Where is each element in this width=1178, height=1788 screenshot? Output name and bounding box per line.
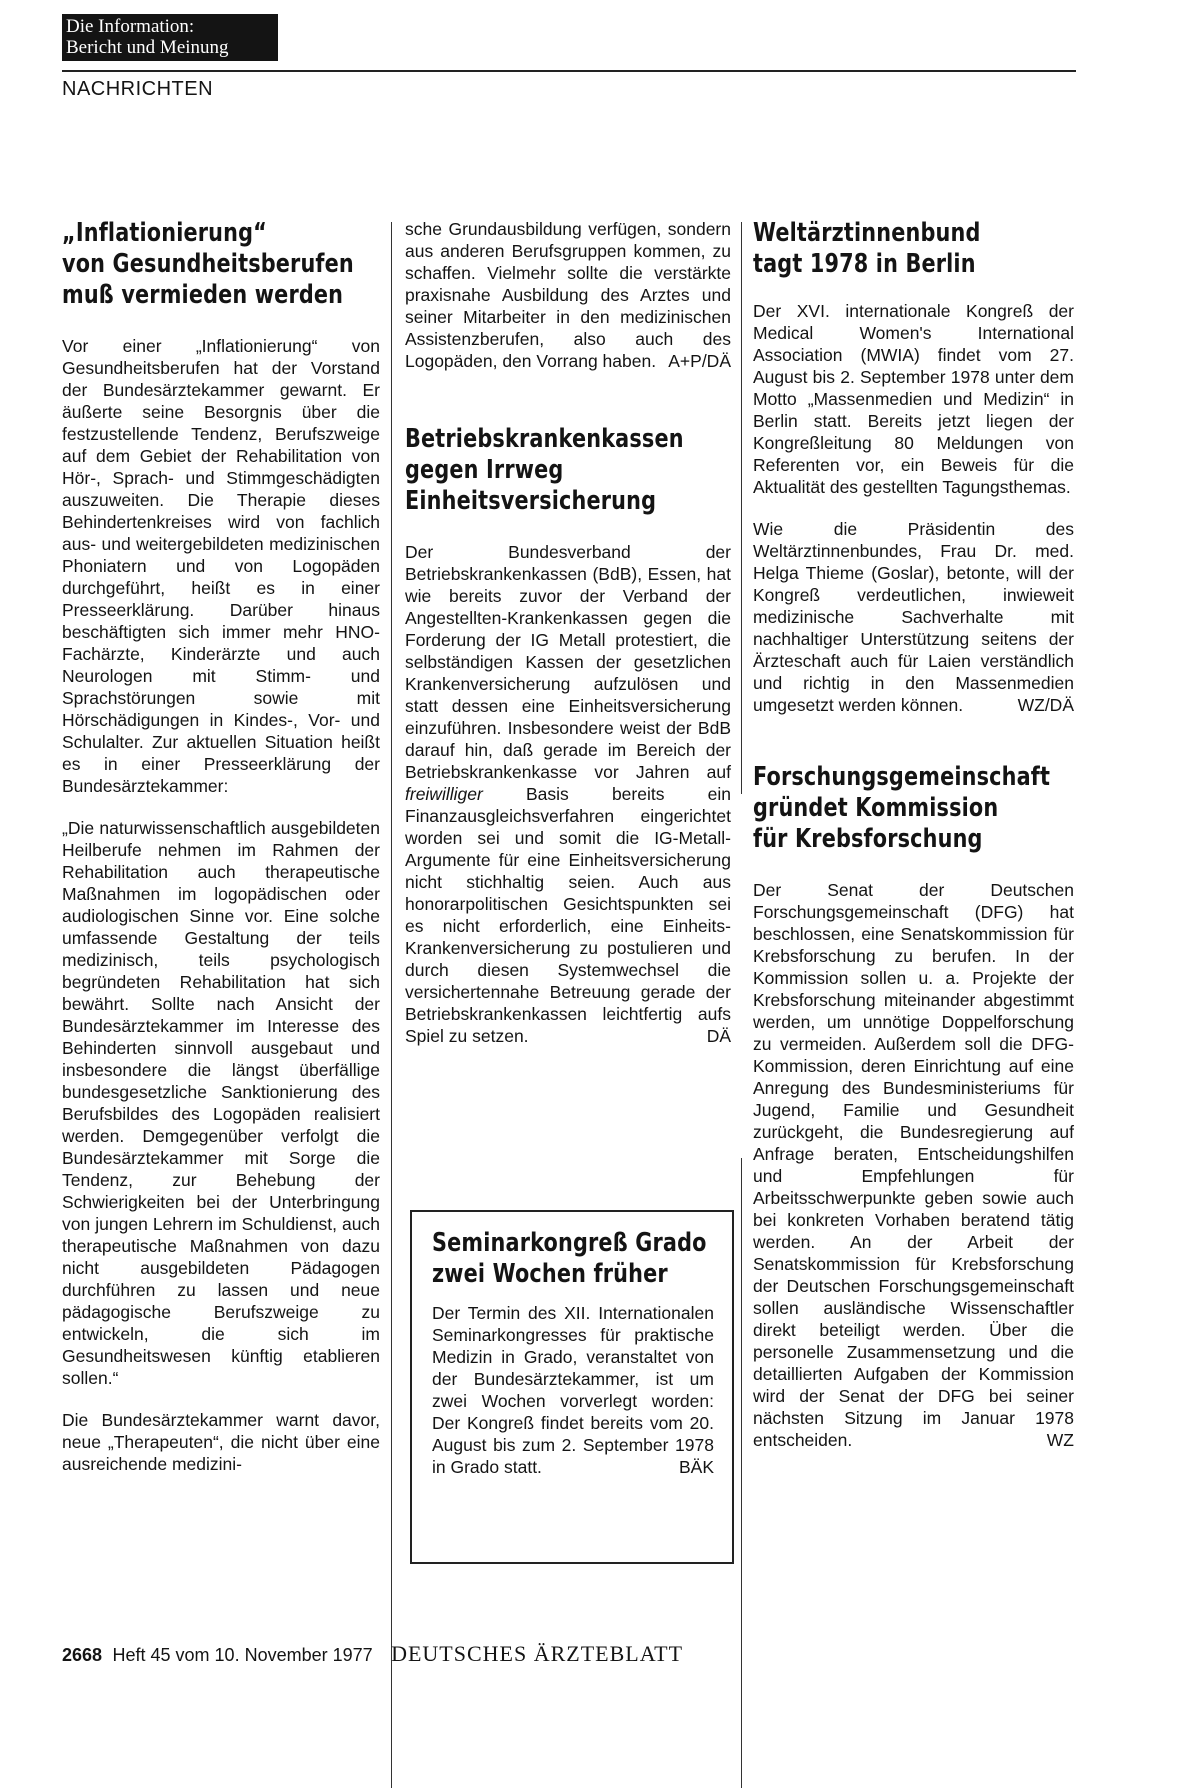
headline-line: gründet Kommission xyxy=(753,793,999,823)
header-rule xyxy=(62,70,1076,72)
article-weltaerztinnenbund-paragraph-2 xyxy=(753,518,1074,716)
article-betriebskrankenkassen-body xyxy=(405,541,731,1047)
article-forschungsgemeinschaft-body xyxy=(753,879,1074,1451)
body-text: Wie die Präsidentin des Weltärztinnenbundes, Frau Dr. med. Helga Thieme (Goslar), betonte, will der Kongreß verdeutlichen, inwieweit medizinische Sachverhalte mit nachhaltiger Unterstützung seitens der Ärzteschaft auch für Laien verständlich und richtig in den Massenmedien umgesetzt werden können. xyxy=(753,519,1074,715)
rubric-line-1: Die Information: xyxy=(66,16,195,37)
article-inflationierung-paragraph-1: Vor einer „Inflationierung“ von Gesundheitsberufen hat der Vorstand der Bundesärztekammer gewarnt. Er äußerte seine Besorgnis über die festzustellende Tendenz, Berufszweige auf dem Gebiet der Rehabilitation von Hör-, Sprach- und Stimmgeschädigten auszuweiten. Die Therapie dieses Behindertenkreises wird von fachlich aus- und weitergebildeten medizinischen Phoniatern und von Logopäden durchgeführt, heißt es in einer Presseerklärung. Darüber hinaus beschäftigten sich immer mehr HNO-Fachärzte, Kinderärzte und auch Neurologen mit Stimm- und Sprachstörungen sowie mit Hörschädigungen in Kindes-, Vor- und Schulalter. Zur aktuellen Situation heißt es in einer Presseerklärung der Bundesärztekammer: xyxy=(62,336,380,796)
headline-line: Weltärztinnenbund xyxy=(753,218,981,248)
headline-line: für Krebsforschung xyxy=(753,824,983,854)
body-text: Der Termin des XII. Internationalen Seminarkongresses für praktische Medizin in Grado, veranstaltet von der Bundesärztekammer, ist um zwei Wochen vorverlegt worden: Der Kongreß findet bereits vom 20. August bis zum 2. September 1978 in Grado statt. xyxy=(432,1303,714,1477)
column-1 xyxy=(62,218,380,1495)
signature: A+P/DÄ xyxy=(668,351,731,371)
page-number: 2668 xyxy=(62,1645,103,1665)
article-betriebskrankenkassen-headline xyxy=(405,424,731,517)
article-weltaerztinnenbund-headline xyxy=(753,218,1074,280)
signature: DÄ xyxy=(706,1026,731,1046)
signature: WZ/DÄ xyxy=(1017,695,1074,715)
headline-line: gegen Irrweg xyxy=(405,455,564,485)
article-grado-headline xyxy=(432,1228,714,1290)
signature: WZ xyxy=(1046,1430,1074,1450)
article-forschungsgemeinschaft-headline xyxy=(753,762,1074,855)
column-divider-1 xyxy=(391,222,392,1788)
signature: BÄK xyxy=(678,1457,714,1477)
column-divider-2-bottom xyxy=(741,1158,742,1788)
column-3 xyxy=(753,218,1074,1471)
headline-line: von Gesundheitsberufen xyxy=(62,249,354,279)
body-text: Basis bereits ein Finanzausgleichsverfahren eingerichtet worden sei und somit die IG-Metall-Argumente für eine Einheitsversicherung nicht stichhaltig seien. Auch aus honorarpolitischen Gesichtspunkten sei es nicht erforderlich, eine Einheits-Krankenversicherung zu postulieren und durch diesen Systemwechsel die versichertennahe Betreuung gerade der Betriebskrankenkassen leichtfertig aufs Spiel zu setzen. xyxy=(405,784,731,1046)
headline-line: tagt 1978 in Berlin xyxy=(753,249,976,279)
article-inflationierung-quote: „Die naturwissenschaftlich ausgebildeten Heilberufe nehmen im Rahmen der Rehabilitation auch therapeutische Maßnahmen im logopädischen oder audiologischen Sinne vor. Eine solche umfassende Gestaltung der teils medizinisch, teils psychologisch begründeten Rehabilitation hat sich bewährt. Sollte nach Ansicht der Bundesärztekammer im Interesse des Behinderten sinnvoll ausgebaut und insbesondere die längst überfällige bundesgesetzliche Sanktionierung des Berufsbildes des Logopäden realisiert werden. Demgegenüber verfolgt die Bundesärztekammer mit Sorge die Tendenz, zur Behebung der Schwierigkeiten bei der Unterbringung von jungen Lehrern im Schuldienst, auch therapeutische Maßnahmen von dazu nicht ausgebildeten Pädagogen durchführen zu lassen und neue pädagogische Berufszweige zu entwickeln, die sich im Gesundheitswesen künftig etablieren sollen.“ xyxy=(62,818,380,1388)
headline-line: Forschungsgemeinschaft xyxy=(753,762,1051,792)
body-text: Der Senat der Deutschen Forschungsgemeinschaft (DFG) hat beschlossen, eine Senatskommission für Krebsforschung zu berufen. In der Kommission sollen u. a. Projekte der Krebsforschung miteinander abgestimmt werden, um unnötige Doppelforschung zu vermeiden. Außerdem soll die DFG-Kommission, deren Einrichtung auf eine Anregung des Bundesministeriums für Jugend, Familie und Gesundheit zurückgeht, die Bundesregierung auf Anfrage beraten, Entscheidungshilfen und Empfehlungen für Arbeitsschwerpunkte geben sowie auch bei konkreten Vorhaben beratend tätig werden. An der Arbeit der Senatskommission für Krebsforschung der Deutschen Forschungsgemeinschaft sollen ausländische Wissenschaftler direkt beteiligt werden. Über die personelle Zusammensetzung und die detaillierten Aufgaben der Kommission wird der Senat der DFG bei seiner nächsten Sitzung im Januar 1978 entscheiden. xyxy=(753,880,1074,1450)
emphasis-text: freiwilliger xyxy=(405,784,483,804)
journal-name: DEUTSCHES ÄRZTEBLATT xyxy=(391,1641,684,1666)
headline-line: Betriebskrankenkassen xyxy=(405,424,684,454)
headline-line: Einheitsversicherung xyxy=(405,486,657,516)
article-weltaerztinnenbund-paragraph-1: Der XVI. internationale Kongreß der Medical Women's International Association (MWIA) findet vom 27. August bis 2. September 1978 unter dem Motto „Massenmedien und Medizin“ in Berlin statt. Bereits jetzt liegen der Kongreßleitung 80 Meldungen von Referenten vor, ein Beweis für die Aktualität des gestellten Tagungsthemas. xyxy=(753,301,1074,497)
headline-line: muß vermieden werden xyxy=(62,280,344,310)
rubric-box xyxy=(62,14,278,61)
body-text: Der Bundesverband der Betriebskrankenkassen (BdB), Essen, hat wie bereits zuvor der Verband der Angestellten-Krankenkassen gegen die Forderung der IG Metall protestiert, die selbständigen Kassen der gesetzlichen Krankenversicherung aufzulösen und statt dessen eine Einheitsversicherung einzuführen. Insbesondere weist der BdB darauf hin, daß gerade im Bereich der Betriebskrankenkasse vor Jahren auf xyxy=(405,542,731,782)
page-footer xyxy=(62,1641,683,1667)
rubric-line-2: Bericht und Meinung xyxy=(66,37,229,58)
headline-line: zwei Wochen früher xyxy=(432,1259,668,1289)
column-2 xyxy=(405,218,731,1067)
headline-line: Seminarkongreß Grado xyxy=(432,1228,707,1258)
section-label: NACHRICHTEN xyxy=(62,78,214,100)
article-grado-body xyxy=(432,1302,714,1478)
issue-line: Heft 45 vom 10. November 1977 xyxy=(112,1645,373,1665)
continuation-text: sche Grundausbildung verfügen, sondern aus anderen Berufsgruppen kommen, zu schaffen. Vielmehr sollte die verstärkte praxisnahe Ausbildung des Arztes und seiner Mitarbeiter in den medizinischen Assistenzberufen, also auch des Logopäden, den Vorrang haben. xyxy=(405,219,731,371)
article-inflationierung-headline xyxy=(62,218,380,311)
article-inflationierung-continuation xyxy=(405,218,731,372)
column-divider-2-top xyxy=(741,222,742,794)
headline-line: „Inflationierung“ xyxy=(62,218,267,248)
article-grado-box xyxy=(410,1210,734,1564)
article-inflationierung-paragraph-3: Die Bundesärztekammer warnt davor, neue „Therapeuten“, die nicht über eine ausreichende medizini- xyxy=(62,1410,380,1474)
